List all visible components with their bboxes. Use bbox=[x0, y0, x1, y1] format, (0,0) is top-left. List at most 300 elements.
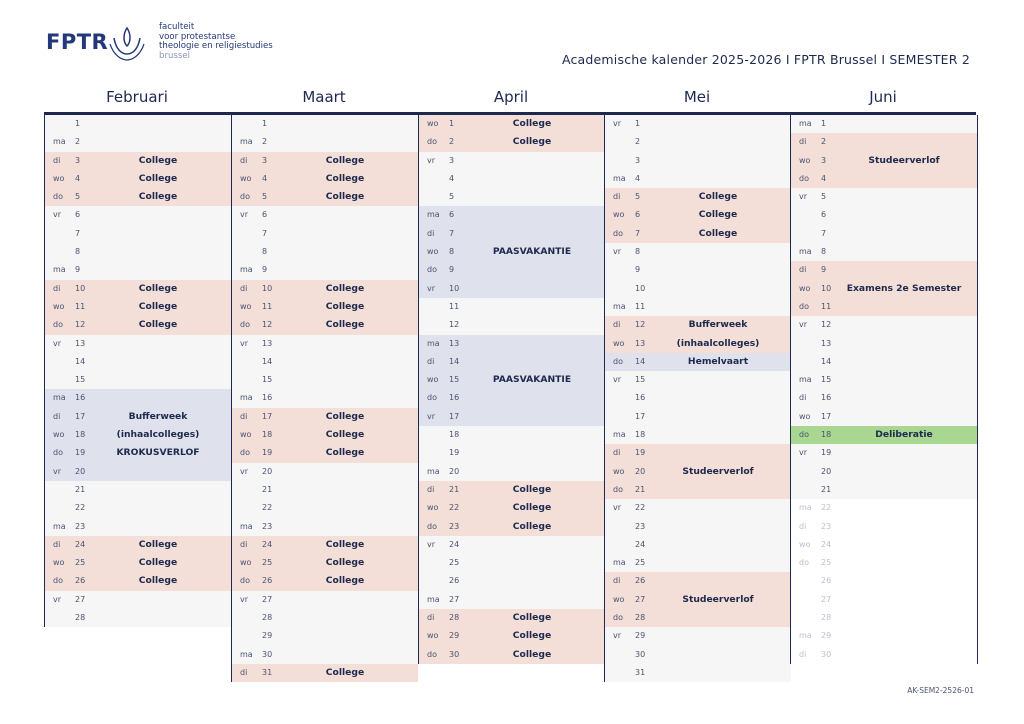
day-row bbox=[791, 225, 977, 243]
day-number: 18 bbox=[449, 430, 460, 440]
day-row bbox=[605, 316, 791, 334]
day-row bbox=[605, 261, 791, 279]
weekday-label: wo bbox=[799, 155, 811, 165]
event-label: Bufferweek bbox=[688, 319, 748, 331]
day-number: 11 bbox=[635, 301, 646, 311]
day-row bbox=[605, 646, 791, 664]
event-label: College bbox=[325, 429, 365, 441]
day-number: 26 bbox=[635, 576, 646, 586]
event-label: College bbox=[512, 612, 552, 624]
day-row bbox=[605, 133, 791, 151]
day-number: 4 bbox=[635, 173, 641, 183]
day-number: 26 bbox=[262, 576, 273, 586]
weekday-label: di bbox=[53, 155, 61, 165]
month-column bbox=[231, 115, 418, 682]
weekday-label: do bbox=[53, 576, 63, 586]
day-row bbox=[419, 115, 605, 133]
weekday-label: ma bbox=[53, 137, 66, 147]
day-row bbox=[791, 115, 977, 133]
day-row bbox=[45, 426, 231, 444]
weekday-label: do bbox=[427, 649, 437, 659]
day-row bbox=[45, 572, 231, 590]
day-row bbox=[605, 188, 791, 206]
day-number: 5 bbox=[262, 192, 268, 202]
day-row bbox=[605, 572, 791, 590]
day-row bbox=[605, 481, 791, 499]
day-row bbox=[232, 298, 418, 316]
weekday-label: vr bbox=[799, 192, 808, 202]
day-row bbox=[791, 335, 977, 353]
weekday-label: do bbox=[613, 356, 623, 366]
day-number: 14 bbox=[821, 356, 832, 366]
day-number: 21 bbox=[821, 484, 832, 494]
day-number: 8 bbox=[75, 247, 81, 257]
weekday-label: ma bbox=[240, 521, 253, 531]
weekday-label: ma bbox=[799, 247, 812, 257]
day-row bbox=[605, 518, 791, 536]
day-number: 3 bbox=[821, 155, 827, 165]
weekday-label: ma bbox=[613, 558, 626, 568]
day-number: 10 bbox=[821, 283, 832, 293]
event-label: College bbox=[512, 502, 552, 514]
event-label: PAASVAKANTIE bbox=[492, 374, 572, 386]
day-number: 13 bbox=[635, 338, 646, 348]
weekday-label: di bbox=[613, 320, 621, 330]
day-row bbox=[605, 609, 791, 627]
day-number: 12 bbox=[449, 320, 460, 330]
event-label: College bbox=[138, 300, 178, 312]
day-number: 11 bbox=[821, 301, 832, 311]
weekday-label: di bbox=[799, 649, 807, 659]
day-number: 25 bbox=[449, 558, 460, 568]
weekday-label: ma bbox=[53, 521, 66, 531]
weekday-label: ma bbox=[427, 338, 440, 348]
weekday-label: di bbox=[799, 265, 807, 275]
day-row bbox=[791, 444, 977, 462]
day-row bbox=[791, 353, 977, 371]
day-row bbox=[232, 243, 418, 261]
day-number: 9 bbox=[821, 265, 827, 275]
day-row bbox=[419, 426, 605, 444]
day-number: 14 bbox=[75, 356, 86, 366]
day-number: 25 bbox=[262, 558, 273, 568]
day-row bbox=[232, 481, 418, 499]
day-number: 22 bbox=[821, 503, 832, 513]
day-row bbox=[419, 646, 605, 664]
day-row bbox=[605, 536, 791, 554]
day-row bbox=[45, 225, 231, 243]
day-number: 2 bbox=[821, 137, 827, 147]
day-row bbox=[791, 152, 977, 170]
day-row bbox=[419, 444, 605, 462]
day-number: 28 bbox=[821, 613, 832, 623]
weekday-label: ma bbox=[240, 265, 253, 275]
day-number: 2 bbox=[75, 137, 81, 147]
weekday-label: di bbox=[427, 228, 435, 238]
day-number: 24 bbox=[635, 539, 646, 549]
weekday-label: vr bbox=[53, 466, 62, 476]
weekday-label: wo bbox=[240, 558, 252, 568]
day-row bbox=[791, 133, 977, 151]
weekday-label: di bbox=[53, 539, 61, 549]
day-number: 17 bbox=[635, 411, 646, 421]
day-number: 20 bbox=[635, 466, 646, 476]
day-row bbox=[232, 664, 418, 682]
day-row bbox=[232, 444, 418, 462]
day-number: 24 bbox=[262, 539, 273, 549]
weekday-label: do bbox=[799, 301, 809, 311]
day-number: 10 bbox=[262, 283, 273, 293]
day-row bbox=[791, 499, 977, 517]
day-row bbox=[232, 170, 418, 188]
weekday-label: do bbox=[427, 137, 437, 147]
day-number: 8 bbox=[449, 247, 455, 257]
weekday-label: di bbox=[427, 613, 435, 623]
day-row bbox=[45, 463, 231, 481]
event-label: (inhaalcolleges) bbox=[116, 429, 200, 441]
day-row bbox=[419, 133, 605, 151]
day-number: 15 bbox=[75, 375, 86, 385]
day-row bbox=[45, 316, 231, 334]
weekday-label: do bbox=[240, 192, 250, 202]
weekday-label: vr bbox=[427, 539, 436, 549]
day-number: 15 bbox=[449, 375, 460, 385]
event-label: College bbox=[325, 282, 365, 294]
day-row bbox=[232, 335, 418, 353]
day-row bbox=[605, 499, 791, 517]
day-number: 31 bbox=[635, 667, 646, 677]
event-label: Hemelvaart bbox=[687, 355, 749, 367]
day-row bbox=[45, 609, 231, 627]
day-row bbox=[791, 188, 977, 206]
weekday-label: do bbox=[53, 320, 63, 330]
day-row bbox=[419, 627, 605, 645]
day-row bbox=[605, 554, 791, 572]
day-row bbox=[419, 518, 605, 536]
day-row bbox=[45, 444, 231, 462]
day-number: 10 bbox=[449, 283, 460, 293]
day-number: 5 bbox=[75, 192, 81, 202]
logo-wordmark: FPTR bbox=[46, 30, 109, 54]
weekday-label: do bbox=[613, 613, 623, 623]
event-label: College bbox=[698, 227, 738, 239]
weekday-label: di bbox=[240, 539, 248, 549]
day-number: 13 bbox=[262, 338, 273, 348]
weekday-label: di bbox=[240, 283, 248, 293]
day-number: 18 bbox=[635, 430, 646, 440]
day-number: 3 bbox=[75, 155, 81, 165]
day-row bbox=[232, 463, 418, 481]
day-number: 28 bbox=[449, 613, 460, 623]
day-number: 23 bbox=[262, 521, 273, 531]
calendar-title: Academische kalender 2025-2026 I FPTR Brussel I SEMESTER 2 bbox=[561, 52, 970, 67]
day-number: 16 bbox=[262, 393, 273, 403]
day-number: 18 bbox=[262, 430, 273, 440]
event-label: College bbox=[512, 483, 552, 495]
day-number: 9 bbox=[635, 265, 641, 275]
day-row bbox=[232, 225, 418, 243]
day-row bbox=[232, 518, 418, 536]
weekday-label: di bbox=[613, 448, 621, 458]
day-row bbox=[791, 609, 977, 627]
day-number: 7 bbox=[821, 228, 827, 238]
day-row bbox=[232, 280, 418, 298]
event-label: College bbox=[325, 557, 365, 569]
weekday-label: ma bbox=[427, 466, 440, 476]
day-row bbox=[791, 481, 977, 499]
day-row bbox=[605, 371, 791, 389]
day-number: 5 bbox=[635, 192, 641, 202]
day-number: 30 bbox=[449, 649, 460, 659]
day-number: 28 bbox=[635, 613, 646, 623]
day-row bbox=[45, 481, 231, 499]
day-row bbox=[45, 499, 231, 517]
day-number: 27 bbox=[262, 594, 273, 604]
event-label: College bbox=[325, 154, 365, 166]
day-row bbox=[605, 444, 791, 462]
weekday-label: do bbox=[53, 192, 63, 202]
day-number: 18 bbox=[821, 430, 832, 440]
day-number: 1 bbox=[75, 119, 81, 128]
weekday-label: ma bbox=[53, 265, 66, 275]
day-row bbox=[232, 609, 418, 627]
event-label: College bbox=[138, 319, 178, 331]
day-row bbox=[791, 298, 977, 316]
weekday-label: ma bbox=[240, 393, 253, 403]
day-number: 22 bbox=[449, 503, 460, 513]
weekday-label: wo bbox=[53, 173, 65, 183]
day-number: 29 bbox=[449, 631, 460, 641]
day-number: 31 bbox=[262, 667, 273, 677]
day-number: 14 bbox=[449, 356, 460, 366]
day-number: 16 bbox=[635, 393, 646, 403]
day-row bbox=[232, 261, 418, 279]
day-number: 1 bbox=[635, 119, 641, 128]
day-number: 16 bbox=[449, 393, 460, 403]
weekday-label: wo bbox=[427, 503, 439, 513]
day-number: 23 bbox=[635, 521, 646, 531]
day-number: 17 bbox=[75, 411, 86, 421]
day-number: 20 bbox=[821, 466, 832, 476]
month-header-mei: Mei bbox=[683, 88, 711, 106]
day-number: 26 bbox=[449, 576, 460, 586]
weekday-label: vr bbox=[53, 210, 62, 220]
weekday-label: wo bbox=[53, 301, 65, 311]
day-row bbox=[791, 280, 977, 298]
day-number: 12 bbox=[635, 320, 646, 330]
day-number: 17 bbox=[449, 411, 460, 421]
day-row bbox=[45, 280, 231, 298]
day-row bbox=[45, 188, 231, 206]
weekday-label: vr bbox=[53, 338, 62, 348]
day-row bbox=[605, 627, 791, 645]
day-row bbox=[232, 188, 418, 206]
event-label: College bbox=[325, 319, 365, 331]
day-number: 15 bbox=[635, 375, 646, 385]
day-row bbox=[605, 225, 791, 243]
day-row bbox=[232, 371, 418, 389]
day-number: 2 bbox=[262, 137, 268, 147]
event-label: (inhaalcolleges) bbox=[676, 337, 760, 349]
weekday-label: di bbox=[799, 137, 807, 147]
weekday-label: di bbox=[53, 283, 61, 293]
day-number: 20 bbox=[262, 466, 273, 476]
day-number: 13 bbox=[75, 338, 86, 348]
day-number: 20 bbox=[75, 466, 86, 476]
day-row bbox=[605, 115, 791, 133]
day-row bbox=[605, 353, 791, 371]
day-number: 22 bbox=[635, 503, 646, 513]
day-number: 7 bbox=[75, 228, 81, 238]
day-number: 19 bbox=[75, 448, 86, 458]
day-row bbox=[791, 554, 977, 572]
day-row bbox=[791, 389, 977, 407]
weekday-label: di bbox=[53, 411, 61, 421]
day-row bbox=[419, 298, 605, 316]
weekday-label: wo bbox=[613, 210, 625, 220]
day-row bbox=[45, 206, 231, 224]
day-row bbox=[45, 371, 231, 389]
event-label: College bbox=[698, 191, 738, 203]
month-header-maart: Maart bbox=[302, 88, 346, 106]
weekday-label: vr bbox=[799, 320, 808, 330]
day-number: 20 bbox=[449, 466, 460, 476]
day-row bbox=[45, 115, 231, 133]
day-number: 1 bbox=[262, 119, 268, 128]
day-number: 21 bbox=[75, 484, 86, 494]
event-label: College bbox=[138, 538, 178, 550]
day-number: 17 bbox=[262, 411, 273, 421]
weekday-label: wo bbox=[427, 375, 439, 385]
weekday-label: di bbox=[613, 192, 621, 202]
day-row bbox=[232, 133, 418, 151]
day-number: 4 bbox=[75, 173, 81, 183]
day-number: 14 bbox=[262, 356, 273, 366]
day-number: 28 bbox=[262, 613, 273, 623]
weekday-label: ma bbox=[799, 503, 812, 513]
event-label: College bbox=[698, 209, 738, 221]
event-label: College bbox=[325, 172, 365, 184]
event-label: College bbox=[512, 520, 552, 532]
month-column bbox=[604, 115, 791, 682]
event-label: College bbox=[325, 447, 365, 459]
weekday-label: vr bbox=[240, 338, 249, 348]
day-number: 7 bbox=[449, 228, 455, 238]
day-row bbox=[45, 133, 231, 151]
weekday-label: wo bbox=[799, 283, 811, 293]
day-row bbox=[45, 591, 231, 609]
day-row bbox=[791, 316, 977, 334]
day-row bbox=[419, 206, 605, 224]
day-row bbox=[605, 463, 791, 481]
weekday-label: ma bbox=[799, 631, 812, 641]
day-row bbox=[232, 536, 418, 554]
weekday-label: di bbox=[799, 521, 807, 531]
day-row bbox=[791, 518, 977, 536]
weekday-label: ma bbox=[427, 594, 440, 604]
day-row bbox=[45, 408, 231, 426]
day-number: 9 bbox=[262, 265, 268, 275]
weekday-label: do bbox=[613, 228, 623, 238]
day-row bbox=[605, 408, 791, 426]
weekday-label: do bbox=[53, 448, 63, 458]
day-row bbox=[791, 627, 977, 645]
weekday-label: do bbox=[240, 448, 250, 458]
day-number: 16 bbox=[75, 393, 86, 403]
day-row bbox=[232, 554, 418, 572]
event-label: College bbox=[138, 172, 178, 184]
weekday-label: ma bbox=[613, 173, 626, 183]
day-row bbox=[419, 609, 605, 627]
day-number: 9 bbox=[449, 265, 455, 275]
day-number: 24 bbox=[75, 539, 86, 549]
weekday-label: vr bbox=[613, 247, 622, 257]
day-row bbox=[419, 499, 605, 517]
weekday-label: wo bbox=[427, 119, 439, 128]
weekday-label: wo bbox=[613, 594, 625, 604]
weekday-label: do bbox=[427, 265, 437, 275]
weekday-label: ma bbox=[799, 375, 812, 385]
weekday-label: wo bbox=[240, 173, 252, 183]
event-label: College bbox=[138, 191, 178, 203]
weekday-label: wo bbox=[240, 301, 252, 311]
day-row bbox=[45, 353, 231, 371]
day-number: 15 bbox=[821, 375, 832, 385]
day-number: 27 bbox=[821, 594, 832, 604]
day-number: 22 bbox=[75, 503, 86, 513]
day-number: 21 bbox=[635, 484, 646, 494]
header-divider bbox=[44, 112, 976, 115]
day-row bbox=[45, 536, 231, 554]
day-number: 8 bbox=[262, 247, 268, 257]
day-row bbox=[419, 591, 605, 609]
day-row bbox=[605, 170, 791, 188]
day-number: 19 bbox=[635, 448, 646, 458]
weekday-label: ma bbox=[613, 430, 626, 440]
weekday-label: di bbox=[240, 155, 248, 165]
event-label: College bbox=[512, 648, 552, 660]
day-row bbox=[605, 243, 791, 261]
event-label: College bbox=[325, 300, 365, 312]
day-number: 3 bbox=[635, 155, 641, 165]
weekday-label: do bbox=[799, 173, 809, 183]
day-number: 25 bbox=[635, 558, 646, 568]
day-row bbox=[45, 170, 231, 188]
day-row bbox=[45, 152, 231, 170]
weekday-label: vr bbox=[240, 594, 249, 604]
day-row bbox=[45, 389, 231, 407]
month-header-april: April bbox=[493, 88, 529, 106]
day-row bbox=[419, 243, 605, 261]
weekday-label: do bbox=[240, 320, 250, 330]
weekday-label: wo bbox=[799, 539, 811, 549]
day-row bbox=[419, 536, 605, 554]
day-number: 29 bbox=[821, 631, 832, 641]
day-number: 12 bbox=[75, 320, 86, 330]
weekday-label: vr bbox=[240, 210, 249, 220]
event-label: College bbox=[325, 666, 365, 678]
weekday-label: do bbox=[427, 521, 437, 531]
day-number: 6 bbox=[262, 210, 268, 220]
day-number: 6 bbox=[75, 210, 81, 220]
day-row bbox=[791, 591, 977, 609]
day-number: 27 bbox=[75, 594, 86, 604]
day-row bbox=[605, 152, 791, 170]
day-row bbox=[419, 225, 605, 243]
month-column bbox=[418, 115, 605, 664]
event-label: College bbox=[325, 575, 365, 587]
day-number: 13 bbox=[821, 338, 832, 348]
